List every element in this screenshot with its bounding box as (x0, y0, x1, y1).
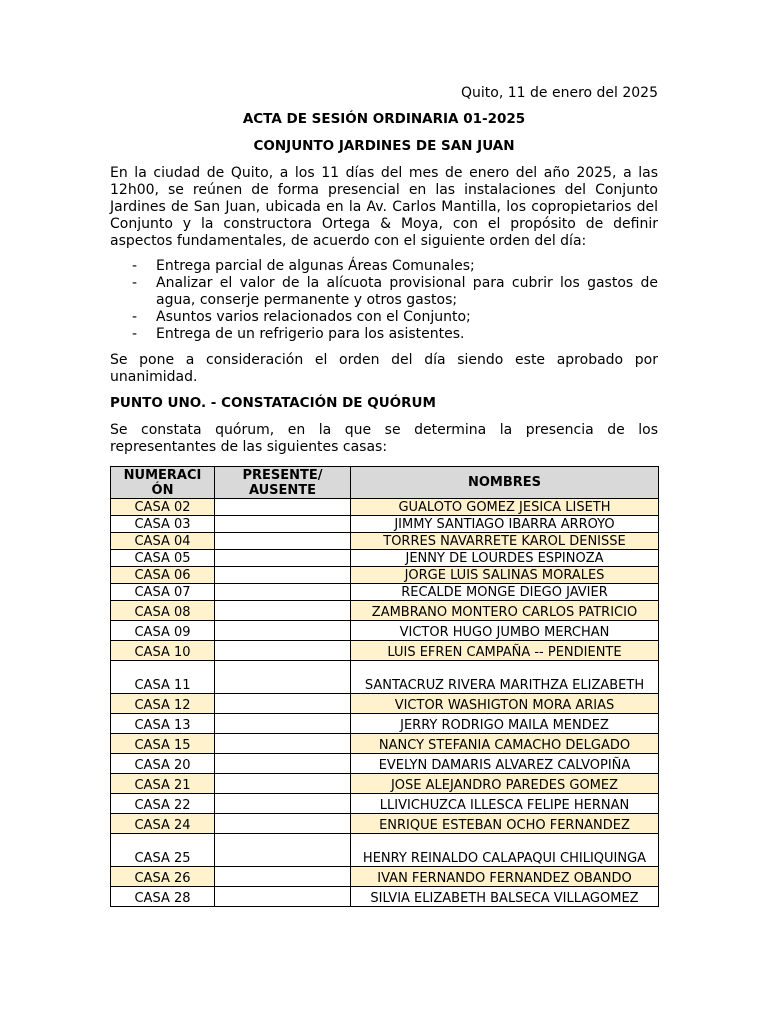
agenda-item-text: Entrega de un refrigerio para los asistentes. (156, 326, 465, 342)
table-row (111, 834, 659, 867)
table-row (111, 714, 659, 734)
approval-paragraph: Se pone a consideración el orden del día siendo este aprobado por unanimidad. (110, 352, 658, 385)
section-heading: PUNTO UNO. - CONSTATACIÓN DE QUÓRUM (110, 395, 436, 411)
nombre-cell: EVELYN DAMARIS ALVAREZ CALVOPIÑA (351, 754, 659, 774)
presente-cell (215, 641, 351, 661)
table-row (111, 794, 659, 814)
nombre-cell: ZAMBRANO MONTERO CARLOS PATRICIO (351, 601, 659, 621)
header-label: NUMERACI ÓN (123, 467, 202, 498)
presente-cell (215, 533, 351, 550)
table-header-row (111, 467, 659, 499)
column-header-nombres (351, 467, 659, 499)
agenda-item-text: Analizar el valor de la alícuota provisional para cubrir los gastos de agua, conserje permanente y otros gastos; (156, 275, 658, 308)
casa-cell: CASA 24 (111, 814, 215, 834)
nombre-cell: JERRY RODRIGO MAILA MENDEZ (351, 714, 659, 734)
presente-cell (215, 734, 351, 754)
document-title: ACTA DE SESIÓN ORDINARIA 01-2025 (242, 111, 526, 127)
nombre-cell: TORRES NAVARRETE KAROL DENISSE (351, 533, 659, 550)
casa-cell: CASA 08 (111, 601, 215, 621)
presente-cell (215, 601, 351, 621)
casa-cell: CASA 03 (111, 516, 215, 533)
nombre-cell: SANTACRUZ RIVERA MARITHZA ELIZABETH (351, 661, 659, 694)
casa-cell: CASA 15 (111, 734, 215, 754)
date-line: Quito, 11 de enero del 2025 (461, 85, 658, 101)
casa-cell: CASA 11 (111, 661, 215, 694)
nombre-cell: VICTOR HUGO JUMBO MERCHAN (351, 621, 659, 641)
agenda-item: - Asuntos varios relacionados con el Conjunto; (132, 309, 471, 325)
casa-cell: CASA 22 (111, 794, 215, 814)
casa-cell: CASA 09 (111, 621, 215, 641)
presente-cell (215, 714, 351, 734)
presente-cell (215, 867, 351, 887)
nombre-cell: SILVIA ELIZABETH BALSECA VILLAGOMEZ (351, 887, 659, 907)
agenda-item-text: Entrega parcial de algunas Áreas Comunales; (156, 258, 475, 274)
agenda-item: - Entrega parcial de algunas Áreas Comunales; (132, 258, 475, 274)
agenda-list (110, 258, 658, 343)
nombre-cell: JORGE LUIS SALINAS MORALES (351, 567, 659, 584)
casa-cell: CASA 06 (111, 567, 215, 584)
header-label: PRESENTE/ AUSENTE (242, 467, 323, 498)
column-header-numeracion (111, 467, 215, 499)
table-row (111, 867, 659, 887)
presente-cell (215, 661, 351, 694)
casa-cell: CASA 04 (111, 533, 215, 550)
presente-cell (215, 567, 351, 584)
table-row (111, 887, 659, 907)
agenda-item: - Analizar el valor de la alícuota provisional para cubrir los gastos de agua, conserje permanente y otros gastos; (132, 275, 658, 308)
nombre-cell: RECALDE MONGE DIEGO JAVIER (351, 584, 659, 601)
presente-cell (215, 584, 351, 601)
table-row (111, 814, 659, 834)
quorum-table (110, 466, 659, 907)
nombre-cell: GUALOTO GOMEZ JESICA LISETH (351, 499, 659, 516)
table-row (111, 754, 659, 774)
nombre-cell: NANCY STEFANIA CAMACHO DELGADO (351, 734, 659, 754)
table-row (111, 584, 659, 601)
presente-cell (215, 550, 351, 567)
casa-cell: CASA 07 (111, 584, 215, 601)
table-body (111, 499, 659, 907)
casa-cell: CASA 12 (111, 694, 215, 714)
casa-cell: CASA 21 (111, 774, 215, 794)
table-row (111, 661, 659, 694)
agenda-item-text: Asuntos varios relacionados con el Conjunto; (156, 309, 471, 325)
header-label: NOMBRES (467, 475, 542, 490)
table-row (111, 533, 659, 550)
casa-cell: CASA 20 (111, 754, 215, 774)
nombre-cell: JENNY DE LOURDES ESPINOZA (351, 550, 659, 567)
presente-cell (215, 794, 351, 814)
nombre-cell: HENRY REINALDO CALAPAQUI CHILIQUINGA (351, 834, 659, 867)
quorum-paragraph: Se constata quórum, en la que se determina la presencia de los representantes de las siguientes casas: (110, 422, 658, 455)
table-row (111, 516, 659, 533)
nombre-cell: JOSE ALEJANDRO PAREDES GOMEZ (351, 774, 659, 794)
table-row (111, 621, 659, 641)
table-row (111, 550, 659, 567)
table-row (111, 641, 659, 661)
nombre-cell: LLIVICHUZCA ILLESCA FELIPE HERNAN (351, 794, 659, 814)
presente-cell (215, 834, 351, 867)
casa-cell: CASA 28 (111, 887, 215, 907)
table-row (111, 601, 659, 621)
nombre-cell: IVAN FERNANDO FERNANDEZ OBANDO (351, 867, 659, 887)
nombre-cell: LUIS EFREN CAMPAÑA -- PENDIENTE (351, 641, 659, 661)
table-row (111, 694, 659, 714)
presente-cell (215, 621, 351, 641)
table-row (111, 774, 659, 794)
presente-cell (215, 814, 351, 834)
table-row (111, 499, 659, 516)
casa-cell: CASA 02 (111, 499, 215, 516)
document-subtitle: CONJUNTO JARDINES DE SAN JUAN (253, 138, 515, 154)
presente-cell (215, 516, 351, 533)
casa-cell: CASA 25 (111, 834, 215, 867)
presente-cell (215, 774, 351, 794)
column-header-presente (215, 467, 351, 499)
nombre-cell: JIMMY SANTIAGO IBARRA ARROYO (351, 516, 659, 533)
table-row (111, 734, 659, 754)
presente-cell (215, 499, 351, 516)
agenda-item: - Entrega de un refrigerio para los asistentes. (132, 326, 465, 342)
presente-cell (215, 694, 351, 714)
casa-cell: CASA 10 (111, 641, 215, 661)
presente-cell (215, 754, 351, 774)
intro-paragraph: En la ciudad de Quito, a los 11 días del mes de enero del año 2025, a las 12h00, se reúnen de forma presencial en las instalaciones del Conjunto Jardines de San Juan, ubicada en la Av. Carlos Mantilla, los copropietarios del Conjunto y la constructora Ortega & Moya, con el propósito de definir aspectos fundamentales, de acuerdo con el siguiente orden del día: (110, 165, 658, 249)
presente-cell (215, 887, 351, 907)
nombre-cell: ENRIQUE ESTEBAN OCHO FERNANDEZ (351, 814, 659, 834)
casa-cell: CASA 13 (111, 714, 215, 734)
casa-cell: CASA 05 (111, 550, 215, 567)
casa-cell: CASA 26 (111, 867, 215, 887)
nombre-cell: VICTOR WASHIGTON MORA ARIAS (351, 694, 659, 714)
table-row (111, 567, 659, 584)
